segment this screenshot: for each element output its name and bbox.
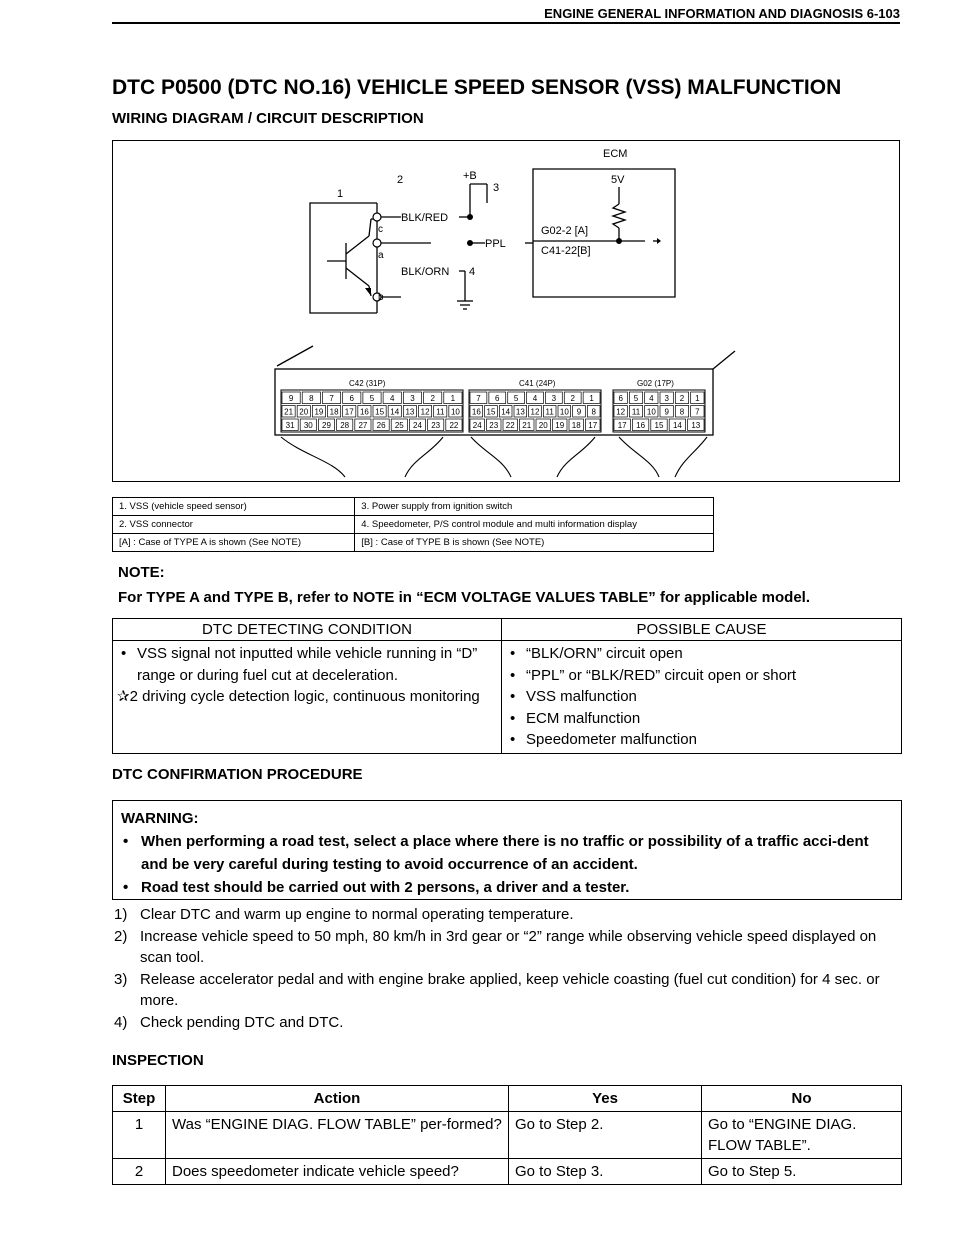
detect-logic: ✰2 driving cycle detection logic, continuous monitoring bbox=[117, 688, 480, 705]
action-cell: Was “ENGINE DIAG. FLOW TABLE” per-formed? bbox=[166, 1112, 509, 1159]
callout-2: 2 bbox=[397, 174, 404, 186]
action-cell: Does speedometer indicate vehicle speed? bbox=[166, 1159, 509, 1185]
c41-label: C41 (24P) bbox=[519, 379, 556, 388]
connector-pin-number: 15 bbox=[654, 421, 664, 430]
connector-pin-number: 19 bbox=[555, 421, 565, 430]
connector-pin-number: 1 bbox=[695, 394, 700, 403]
wire-ppl: PPL bbox=[485, 238, 506, 250]
connector-pin-number: 2 bbox=[570, 394, 575, 403]
detect-condition: • VSS signal not inputted while vehicle running in “D” range or during fuel cut at deceleration. bbox=[117, 643, 497, 686]
connector-pin-number: 31 bbox=[285, 421, 295, 430]
insp-col-header: Action bbox=[166, 1086, 509, 1112]
terminal-b: C41-22[B] bbox=[541, 245, 591, 257]
connector-pin-number: 5 bbox=[513, 394, 519, 403]
connector-pin-number: 26 bbox=[376, 421, 386, 430]
pin-c-label: c bbox=[378, 224, 383, 235]
connector-pin-number: 28 bbox=[340, 421, 350, 430]
wiring-heading: WIRING DIAGRAM / CIRCUIT DESCRIPTION bbox=[112, 110, 424, 127]
legend-cell: 2. VSS connector bbox=[113, 516, 355, 534]
possible-cause: • “PPL” or “BLK/RED” circuit open or short bbox=[506, 665, 897, 687]
step-cell: 1 bbox=[113, 1112, 166, 1159]
connector-pin-number: 17 bbox=[617, 421, 627, 430]
insp-col-header: Step bbox=[113, 1086, 166, 1112]
warning-title: WARNING: bbox=[121, 810, 199, 827]
connector-pin-number: 6 bbox=[618, 394, 623, 403]
harness-curve bbox=[619, 437, 659, 477]
connector-pin-number: 5 bbox=[369, 394, 375, 403]
header-rule bbox=[112, 22, 900, 24]
note-body: For TYPE A and TYPE B, refer to NOTE in “ECM VOLTAGE VALUES TABLE” for applicable model. bbox=[118, 589, 811, 606]
dtc-col-header: DTC DETECTING CONDITION bbox=[113, 619, 502, 641]
connector-pin-number: 20 bbox=[538, 421, 548, 430]
table-row bbox=[113, 1112, 902, 1159]
warning-item: • Road test should be carried out with 2 persons, a driver and a tester. bbox=[121, 876, 893, 899]
connector-pin-number: 6 bbox=[495, 394, 500, 403]
warning-box bbox=[112, 800, 902, 900]
connector-pin-number: 17 bbox=[344, 407, 354, 417]
inspection-table bbox=[112, 1085, 902, 1185]
note-title: NOTE: bbox=[118, 564, 165, 581]
confirm-heading: DTC CONFIRMATION PROCEDURE bbox=[112, 766, 363, 783]
connector-pin-number: 4 bbox=[389, 394, 395, 403]
pin-a-label: a bbox=[378, 250, 384, 261]
connector-pin-number: 24 bbox=[413, 421, 422, 430]
connector-pin-number: 22 bbox=[449, 421, 459, 430]
harness-curve bbox=[405, 437, 443, 477]
connector-pin-number: 11 bbox=[631, 407, 641, 417]
legend-table bbox=[112, 497, 714, 552]
legend-cell: 4. Speedometer, P/S control module and multi information display bbox=[355, 516, 714, 534]
connector-pin-number: 29 bbox=[322, 421, 331, 430]
possible-cause: • ECM malfunction bbox=[506, 708, 897, 730]
pin-b-label: b bbox=[378, 292, 384, 303]
possible-cause: • VSS malfunction bbox=[506, 686, 897, 708]
harness-curve bbox=[675, 437, 707, 477]
connector-pins bbox=[281, 390, 705, 432]
insp-col-header: No bbox=[702, 1086, 902, 1112]
ecm-label: ECM bbox=[603, 148, 628, 160]
connector-pin-number: 3 bbox=[410, 394, 415, 403]
connector-pin-number: 10 bbox=[559, 407, 569, 417]
procedure-step: 2) Increase vehicle speed to 50 mph, 80 km/h in 3rd gear or “2” range while observing vehicle speed displayed on scan tool. bbox=[114, 927, 877, 966]
connector-pin-number: 21 bbox=[284, 407, 294, 417]
wire-blk-orn: BLK/ORN bbox=[401, 266, 450, 278]
connector-pin-number: 12 bbox=[616, 407, 626, 417]
insp-col-header: Yes bbox=[509, 1086, 702, 1112]
connector-pin-number: 20 bbox=[299, 407, 309, 417]
connector-pin-number: 18 bbox=[329, 407, 339, 417]
connector-pin-number: 16 bbox=[471, 407, 481, 417]
callout-1: 1 bbox=[337, 188, 344, 200]
connector-pin-number: 4 bbox=[649, 394, 654, 403]
yes-cell: Go to Step 2. bbox=[509, 1112, 702, 1159]
connector-pin-number: 25 bbox=[394, 421, 404, 430]
connector-pin-number: 24 bbox=[472, 421, 482, 430]
running-header: ENGINE GENERAL INFORMATION AND DIAGNOSIS 6-103 bbox=[544, 6, 900, 21]
connector-pin-number: 7 bbox=[476, 394, 481, 403]
connector-pin-number: 23 bbox=[431, 421, 441, 430]
callout-4: 4 bbox=[469, 266, 476, 278]
connector-pin-number: 13 bbox=[691, 421, 701, 430]
wiring-diagram bbox=[112, 140, 900, 482]
connector-pin-number: 9 bbox=[576, 407, 582, 417]
connector-pin-number: 13 bbox=[515, 407, 525, 417]
dtc-table bbox=[112, 618, 902, 754]
connector-pin-number: 22 bbox=[505, 421, 515, 430]
connector-pin-number: 10 bbox=[450, 407, 460, 417]
connector-pin-number: 7 bbox=[329, 394, 334, 403]
connector-pin-number: 18 bbox=[571, 421, 581, 430]
connector-pin-number: 14 bbox=[390, 407, 400, 417]
terminal-a: G02-2 [A] bbox=[541, 225, 589, 237]
callout-3: 3 bbox=[493, 182, 500, 194]
legend-cell: [A] : Case of TYPE A is shown (See NOTE) bbox=[113, 534, 355, 552]
yes-cell: Go to Step 3. bbox=[509, 1159, 702, 1185]
five-volt-label: 5V bbox=[611, 174, 625, 186]
connector-pin-number: 11 bbox=[545, 407, 554, 417]
connector-pin-number: 8 bbox=[309, 394, 314, 403]
connector-pin-number: 2 bbox=[679, 394, 685, 403]
connector-pin-number: 14 bbox=[501, 407, 511, 417]
harness-curve bbox=[471, 437, 511, 477]
connector-pin-number: 3 bbox=[664, 394, 669, 403]
connector-pin-number: 10 bbox=[646, 407, 656, 417]
connector-pin-number: 8 bbox=[591, 407, 596, 417]
connector-pin-number: 12 bbox=[530, 407, 540, 417]
connector-pin-number: 6 bbox=[349, 394, 355, 403]
pin-c-marker bbox=[373, 213, 381, 221]
harness-curve bbox=[281, 437, 345, 477]
g02-label: G02 (17P) bbox=[637, 379, 674, 388]
connector-pin-number: 11 bbox=[436, 407, 445, 417]
procedure-steps bbox=[112, 904, 902, 1033]
wire-blk-red: BLK/RED bbox=[401, 212, 449, 224]
no-cell: Go to Step 5. bbox=[702, 1159, 902, 1185]
connector-pin-number: 23 bbox=[489, 421, 499, 430]
connector-pin-number: 7 bbox=[695, 407, 700, 417]
connector-pin-number: 27 bbox=[358, 421, 368, 430]
c42-label: C42 (31P) bbox=[349, 379, 386, 388]
connector-pin-number: 14 bbox=[672, 421, 682, 430]
possible-cause: • Speedometer malfunction bbox=[506, 729, 897, 751]
connector-pin-number: 9 bbox=[664, 407, 669, 417]
inspection-heading: INSPECTION bbox=[112, 1052, 204, 1069]
step-cell: 2 bbox=[113, 1159, 166, 1185]
plus-b-label: +B bbox=[463, 170, 477, 182]
wiring-diagram-svg bbox=[113, 141, 899, 481]
connector-pin-number: 9 bbox=[288, 394, 294, 403]
connector-pin-number: 8 bbox=[679, 407, 685, 417]
connector-pin-number: 16 bbox=[359, 407, 369, 417]
connector-pin-number: 1 bbox=[450, 394, 456, 403]
connector-pin-number: 1 bbox=[589, 394, 594, 403]
connector-pin-number: 5 bbox=[633, 394, 639, 403]
connector-pin-number: 13 bbox=[405, 407, 415, 417]
page-title: DTC P0500 (DTC NO.16) VEHICLE SPEED SENSOR (VSS) MALFUNCTION bbox=[112, 76, 842, 99]
procedure-step: 1) Clear DTC and warm up engine to normal operating temperature. bbox=[114, 906, 574, 923]
connector-pin-number: 2 bbox=[430, 394, 435, 403]
connector-pin-number: 19 bbox=[314, 407, 324, 417]
vss-box bbox=[310, 203, 377, 313]
pin-a-marker bbox=[373, 239, 381, 247]
dtc-col-header: POSSIBLE CAUSE bbox=[502, 619, 902, 641]
connector-pin-number: 16 bbox=[636, 421, 646, 430]
connector-pin-number: 15 bbox=[486, 407, 496, 417]
connector-pin-number: 12 bbox=[420, 407, 430, 417]
harness-curve bbox=[557, 437, 595, 477]
procedure-step: 4) Check pending DTC and DTC. bbox=[114, 1013, 344, 1031]
connector-pin-number: 15 bbox=[375, 407, 385, 417]
connector-pin-number: 17 bbox=[588, 421, 598, 430]
warning-item: • When performing a road test, select a place where there is no traffic or possibility of a traffic acci-dent and be very careful during testing to avoid occurrence of an accident. bbox=[121, 830, 893, 876]
legend-cell: 1. VSS (vehicle speed sensor) bbox=[113, 498, 355, 516]
connector-pin-number: 3 bbox=[551, 394, 557, 403]
connector-pin-number: 21 bbox=[522, 421, 532, 430]
connector-pin-number: 30 bbox=[303, 421, 313, 430]
table-row bbox=[113, 1159, 902, 1185]
procedure-step: 3) Release accelerator pedal and with engine brake applied, keep vehicle coasting (fuel cut condition) for 4 sec. or more. bbox=[114, 970, 880, 1009]
no-cell: Go to “ENGINE DIAG. FLOW TABLE”. bbox=[702, 1112, 902, 1159]
legend-cell: [B] : Case of TYPE B is shown (See NOTE) bbox=[355, 534, 714, 552]
connector-pin-number: 4 bbox=[532, 394, 538, 403]
possible-cause: • “BLK/ORN” circuit open bbox=[506, 643, 897, 665]
legend-cell: 3. Power supply from ignition switch bbox=[355, 498, 714, 516]
